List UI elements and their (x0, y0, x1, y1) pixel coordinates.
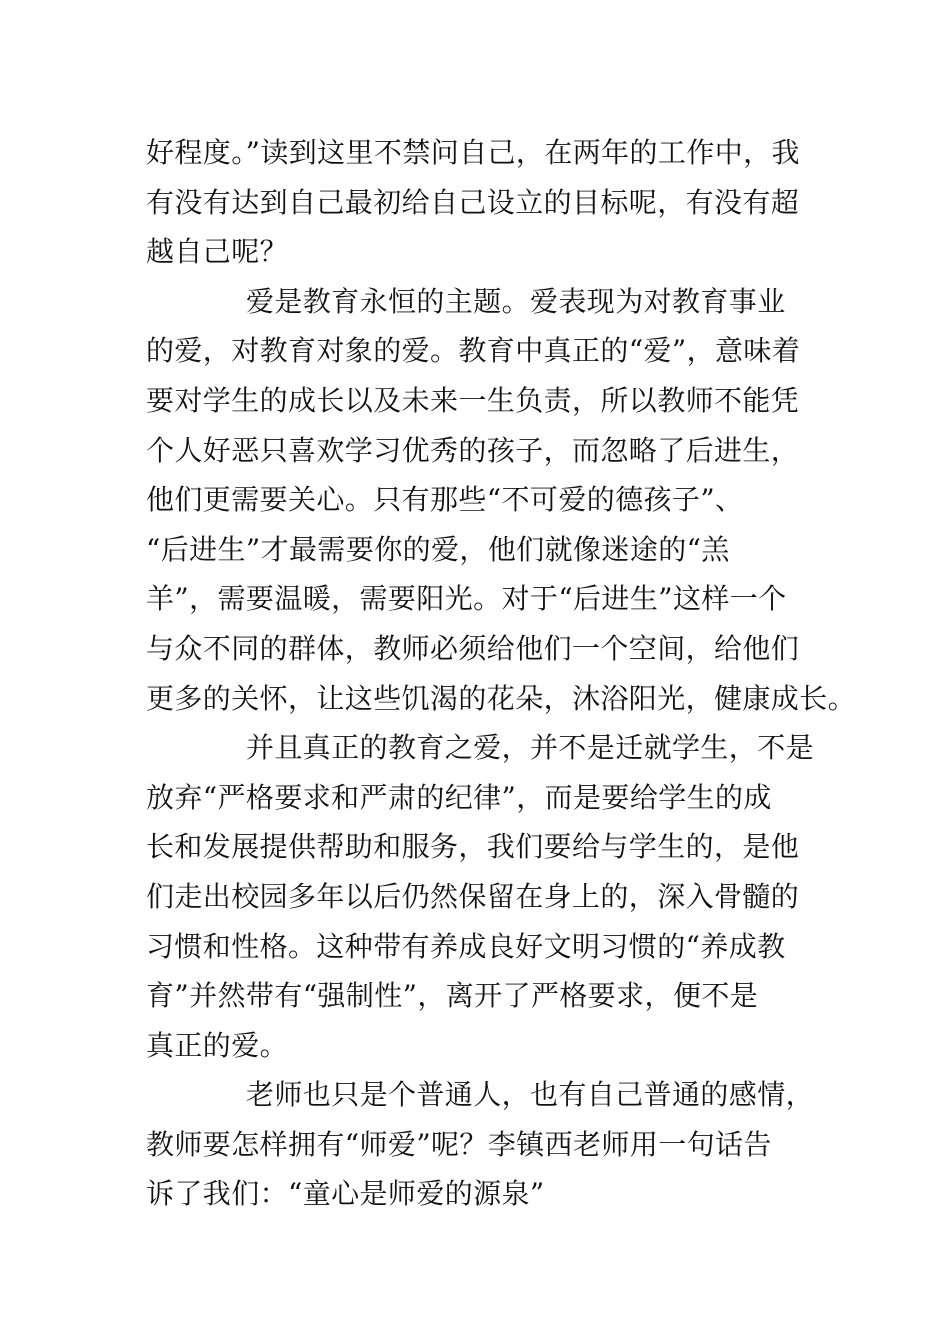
text-line: 的爱，对教育对象的爱。教育中真正的“爱”，意味着 (146, 334, 801, 368)
paragraph-first-line: 并且真正的教育之爱，并不是迁就学生，不是 (246, 731, 815, 765)
text-line: 与众不同的群体，教师必须给他们一个空间，给他们 (146, 631, 800, 665)
text-line: 有没有达到自己最初给自己设立的目标呢，有没有超 (146, 185, 800, 219)
text-line: 长和发展提供帮助和服务，我们要给与学生的，是他 (146, 830, 800, 864)
text-line: 放弃“严格要求和严肃的纪律”，而是要给学生的成 (146, 780, 772, 814)
text-line: 习惯和性格。这种带有养成良好文明习惯的“养成教 (146, 929, 786, 963)
text-line: 教师要怎样拥有“师爱”呢？李镇西老师用一句话告 (146, 1127, 772, 1161)
text-line: 更多的关怀，让这些饥渴的花朵，沐浴阳光，健康成长。 (146, 681, 857, 715)
paragraph-first-line: 老师也只是个普通人，也有自己普通的感情， (246, 1078, 815, 1112)
paragraph-first-line: 爱是教育永恒的主题。爱表现为对教育事业 (246, 284, 786, 318)
text-line: 育”并然带有“强制性”，离开了严格要求，便不是 (146, 979, 759, 1013)
text-line: 他们更需要关心。只有那些“不可爱的德孩子”、 (146, 483, 744, 517)
text-line: 要对学生的成长以及未来一生负责，所以教师不能凭 (146, 383, 800, 417)
text-line: “后进生”才最需要你的爱，他们就像迷途的“羔 (146, 532, 730, 566)
text-line: 真正的爱。 (146, 1028, 289, 1062)
document-body (146, 128, 857, 1219)
text-line: 羊”，需要温暖，需要阳光。对于“后进生”这样一个 (146, 582, 787, 616)
text-line: 个人好恶只喜欢学习优秀的孩子，而忽略了后进生， (146, 433, 800, 467)
text-line: 诉了我们：“童心是师爱的源泉” (146, 1177, 545, 1211)
text-line: 好程度。”读到这里不禁问自己，在两年的工作中，我 (146, 136, 800, 169)
text-line: 越自己呢？ (146, 235, 289, 269)
text-line: 们走出校园多年以后仍然保留在身上的，深入骨髓的 (146, 879, 800, 913)
